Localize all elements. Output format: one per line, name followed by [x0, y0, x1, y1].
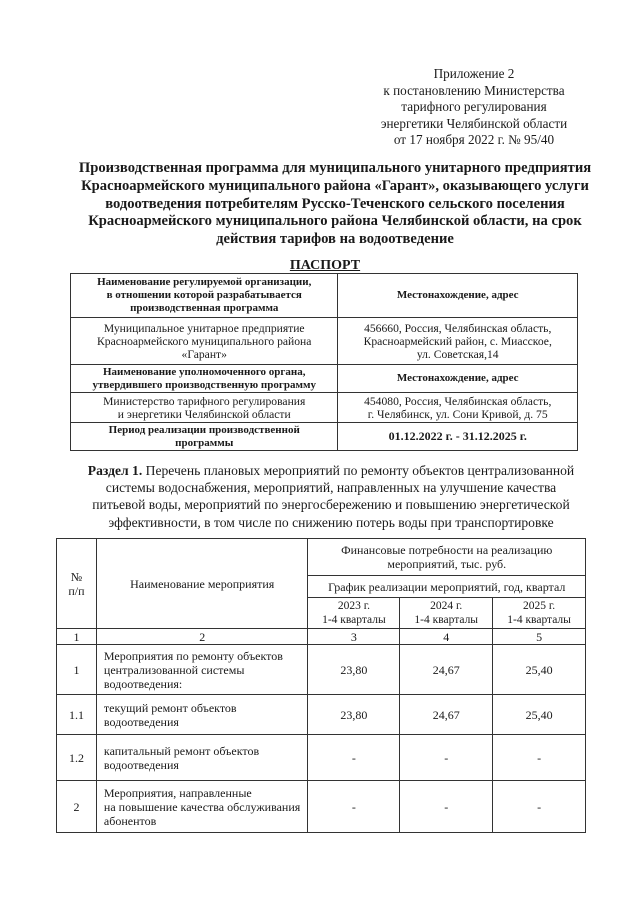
table-row	[71, 393, 578, 423]
section-line: эффективности, в том числе по снижению потерь воды при транспортировке	[108, 514, 554, 530]
column-number: 1	[57, 629, 97, 645]
row-number: 1.1	[57, 695, 97, 735]
header-address-cell: Местонахождение, адрес	[338, 274, 578, 318]
measure-name: Мероприятия по ремонту объектов централизованной системы водоотведения:	[96, 645, 308, 695]
section-line: Раздел 1. Перечень плановых мероприятий по ремонту объектов централизованной	[87, 463, 575, 478]
section-line: системы водоснабжения, мероприятий, направленных на улучшение качества	[105, 480, 557, 496]
year-2025-header: 2025 г. 1-4 кварталы	[493, 598, 586, 629]
row-number: 1.2	[57, 735, 97, 781]
value-2024: 24,67	[400, 645, 493, 695]
table-row	[71, 423, 578, 451]
authority-name-cell: Министерство тарифного регулирования и энергетики Челябинской области	[71, 393, 338, 423]
row-number: 1	[57, 645, 97, 695]
value-2025: 25,40	[493, 645, 586, 695]
row-number: 2	[57, 781, 97, 833]
document-title	[70, 160, 600, 249]
appendix-header	[372, 66, 576, 149]
appendix-line: от 17 ноября 2022 г. № 95/40	[393, 132, 555, 147]
table-row	[71, 274, 578, 318]
passport-heading: ПАСПОРТ	[289, 258, 361, 273]
title-line: действия тарифов на водоотведение	[216, 231, 454, 248]
value-2024: -	[400, 735, 493, 781]
column-numbers-row	[57, 629, 586, 645]
column-number: 5	[493, 629, 586, 645]
value-2025: -	[493, 735, 586, 781]
title-line: водоотведения потребителям Русско-Теченского сельского поселения	[105, 195, 565, 212]
header-authority-address-cell: Местонахождение, адрес	[338, 365, 578, 393]
table-row	[71, 318, 578, 365]
measure-name: капитальный ремонт объектов водоотведения	[96, 735, 308, 781]
measure-name: текущий ремонт объектов водоотведения	[96, 695, 308, 735]
appendix-line: Приложение 2	[433, 66, 515, 81]
title-line: Производственная программа для муниципального унитарного предприятия	[78, 160, 592, 176]
authority-address-cell: 454080, Россия, Челябинская область, г. Челябинск, ул. Сони Кривой, д. 75	[338, 393, 578, 423]
title-line: Красноармейского муниципального района Челябинской области, на срок	[88, 213, 582, 230]
table-row	[71, 365, 578, 393]
table-row	[57, 781, 586, 833]
column-number: 3	[308, 629, 400, 645]
value-2023: -	[308, 735, 400, 781]
year-2023-header: 2023 г. 1-4 кварталы	[308, 598, 400, 629]
table-row	[57, 735, 586, 781]
table-row	[57, 539, 586, 576]
value-2023: 23,80	[308, 695, 400, 735]
col-name-header: Наименование мероприятия	[96, 539, 308, 629]
appendix-line: энергетики Челябинской области	[380, 115, 568, 131]
value-2024: 24,67	[400, 695, 493, 735]
value-2025: -	[493, 781, 586, 833]
period-value-cell: 01.12.2022 г. - 31.12.2025 г.	[338, 423, 578, 451]
section-line: питьевой воды, мероприятий по энергосбережению и повышению энергетической	[92, 497, 570, 513]
org-address-cell: 456660, Россия, Челябинская область, Красноармейский район, с. Миасское, ул. Советская,14	[338, 318, 578, 365]
measure-name: Мероприятия, направленные на повышение качества обслуживания абонентов	[96, 781, 308, 833]
value-2023: -	[308, 781, 400, 833]
table-row	[57, 695, 586, 735]
col-num-header: № п/п	[57, 539, 97, 629]
value-2024: -	[400, 781, 493, 833]
value-2023: 23,80	[308, 645, 400, 695]
value-2025: 25,40	[493, 695, 586, 735]
column-number: 4	[400, 629, 493, 645]
section-1-heading	[76, 462, 586, 531]
title-line: Красноармейского муниципального района «Гарант», оказывающего услуги	[81, 177, 589, 194]
col-schedule-header: График реализации мероприятий, год, квартал	[308, 576, 586, 598]
column-number: 2	[96, 629, 308, 645]
org-name-cell: Муниципальное унитарное предприятие Красноармейского муниципального района «Гарант»	[71, 318, 338, 365]
year-2024-header: 2024 г. 1-4 кварталы	[400, 598, 493, 629]
measures-table	[56, 538, 586, 833]
appendix-line: тарифного регулирования	[401, 99, 547, 114]
appendix-line: к постановлению Министерства	[383, 82, 565, 98]
col-finance-header: Финансовые потребности на реализацию мероприятий, тыс. руб.	[308, 539, 586, 576]
header-authority-cell: Наименование уполномоченного органа, утвердившего производственную программу	[71, 365, 338, 393]
period-label-cell: Период реализации производственной программы	[71, 423, 338, 451]
section-label: Раздел 1.	[87, 463, 143, 478]
header-org-cell: Наименование регулируемой организации, в отношении которой разрабатывается производственная программа	[71, 274, 338, 318]
passport-table	[70, 273, 578, 451]
table-row	[57, 645, 586, 695]
